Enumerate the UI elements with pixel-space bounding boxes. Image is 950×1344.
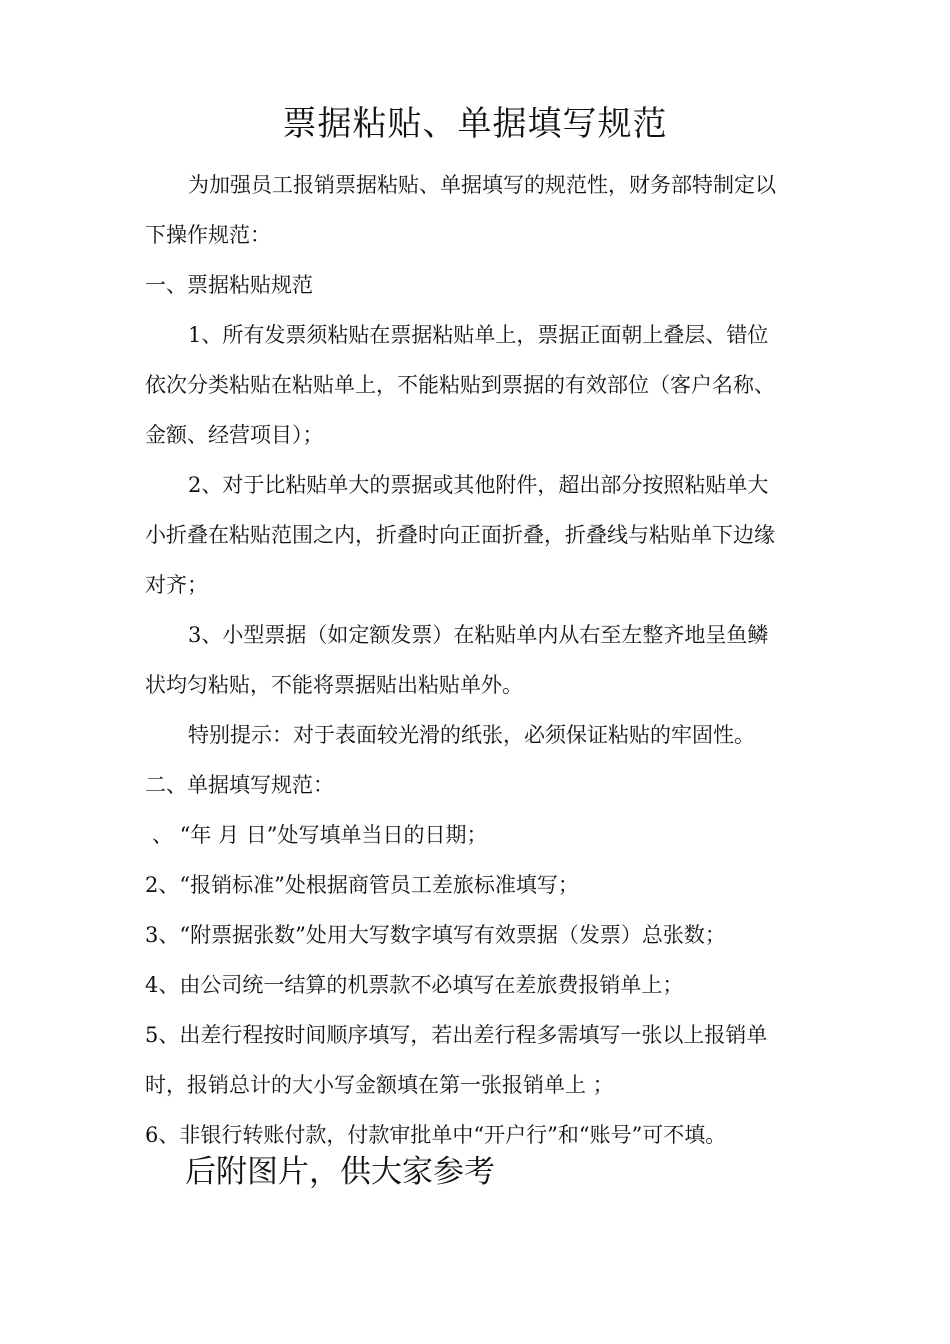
- section1-item2-line2: 小折叠在粘贴范围之内，折叠时向正面折叠，折叠线与粘贴单下边缘: [145, 523, 775, 547]
- section1-item2-line3: 对齐；: [145, 573, 208, 597]
- section1-item1-line1: 1、所有发票须粘贴在票据粘贴单上，票据正面朝上叠层、错位: [188, 323, 769, 347]
- section2-item-5-line2: 时，报销总计的大小写金额填在第一张报销单上 ；: [145, 1073, 614, 1097]
- section1-item3-line2: 状均匀粘贴，不能将票据贴出粘贴单外。: [145, 673, 523, 697]
- section1-item1-line2: 依次分类粘贴在粘贴单上，不能粘贴到票据的有效部位（客户名称、: [145, 373, 775, 397]
- footer-note: 后附图片，供大家参考: [185, 1154, 495, 1190]
- document-title: 票据粘贴、单据填写规范: [282, 104, 668, 144]
- section1-heading: 一、票据粘贴规范: [145, 273, 313, 297]
- section2-item-date: 、 “年 月 日”处写填单当日的日期；: [152, 823, 488, 847]
- section2-item-2: 2、“报销标准”处根据商管员工差旅标准填写；: [145, 873, 579, 897]
- section2-item-3: 3、“附票据张数”处用大写数字填写有效票据（发票）总张数；: [145, 923, 726, 947]
- section1-item1-line3: 金额、经营项目）；: [145, 423, 324, 447]
- section2-heading: 二、单据填写规范：: [145, 773, 334, 797]
- section2-item-5-line1: 5、出差行程按时间顺序填写，若出差行程多需填写一张以上报销单: [145, 1023, 768, 1047]
- section1-item2-line1: 2、对于比粘贴单大的票据或其他附件，超出部分按照粘贴单大: [188, 473, 769, 497]
- intro-line-1: 为加强员工报销票据粘贴、单据填写的规范性，财务部特制定以: [188, 173, 776, 197]
- section2-item-4: 4、由公司统一结算的机票款不必填写在差旅费报销单上；: [145, 973, 684, 997]
- section1-note: 特别提示：对于表面较光滑的纸张，必须保证粘贴的牢固性。: [188, 723, 755, 747]
- section2-item-6: 6、非银行转账付款，付款审批单中“开户行”和“账号”可不填。: [145, 1123, 727, 1147]
- intro-line-2: 下操作规范：: [145, 223, 271, 247]
- section1-item3-line1: 3、小型票据（如定额发票）在粘贴单内从右至左整齐地呈鱼鳞: [188, 623, 769, 647]
